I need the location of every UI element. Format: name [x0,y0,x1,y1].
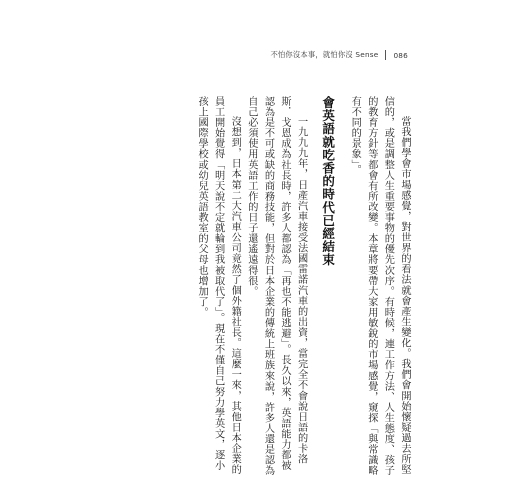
section-heading: 會英語就吃香的時代已經結束 [320,96,336,267]
page-body [109,96,410,476]
running-head [270,50,408,60]
paragraph-line: 自己必須使用英語工作的日子還遙遠得很。 [245,96,257,297]
running-head-divider [385,50,386,60]
paragraph-line: 員工開始覺得「明天說不定就輪到我被取代了」。現在不僅自己努力學英文，逐小 [212,96,224,471]
paragraph-line: 一九九九年，日產汽車接受法國雷諾汽車的出資，當完全不會說日語的卡洛 [295,116,307,465]
paragraph-line: 孩上國際學校或幼兒英語教室的父母也增加了。 [196,96,208,318]
running-head-title: 不怕你沒本事，就怕你沒 Sense [270,50,379,59]
paragraph-line: 信的，或是調整人生重要事物的優先次序。有時候，連工作方法、人生態度、孩子 [382,96,394,476]
page-number: 086 [393,50,408,60]
paragraph-line: 認為是不可或缺的商務技能，但對於日本企業的傳統上班族來說，許多人還是認為 [262,96,274,476]
paragraph-line: 有不同的景象」。 [349,96,361,176]
paragraph-line: 沒想到，日本第二大汽車公司竟然了個外籍社長。這麼一來，其他日本企業的 [229,116,241,475]
paragraph-line: 的教育方針等都會有所改變。本章將要帶大家用敏銳的市場感覺，窺探「與常識略 [365,96,377,476]
paragraph-line: 當我們學會市場感覺，對世界的看法就會產生變化。我們會開始懷疑過去所堅 [399,116,410,475]
paragraph-line: 斯．戈恩成為社長時，許多人都認為「再也不能逃避」。長久以來，英語能力都被 [279,96,291,471]
